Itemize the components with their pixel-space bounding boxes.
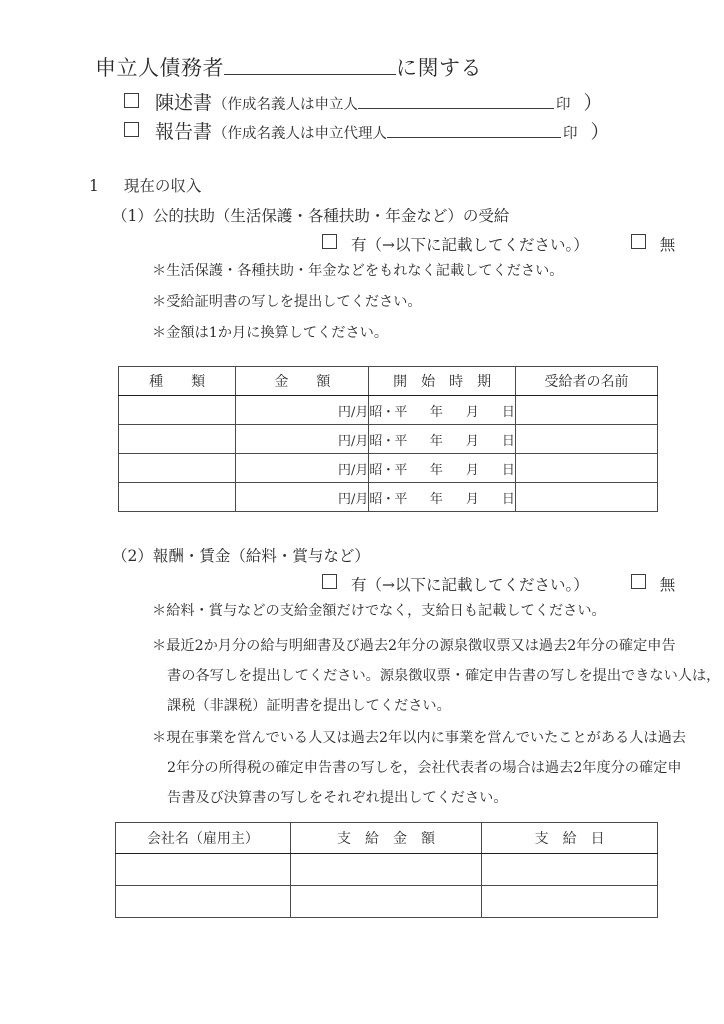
doc-type-label-statement: 陳述書 xyxy=(155,92,213,114)
cell-type[interactable] xyxy=(119,454,236,483)
day-unit: 日 xyxy=(501,404,515,420)
cell-amount[interactable] xyxy=(236,454,369,483)
amount-unit: 円/月 xyxy=(338,433,369,449)
month-unit: 月 xyxy=(465,404,479,420)
note-3-line-3: 告書及び決算書の写しをそれぞれ提出してください。 xyxy=(167,790,508,806)
subsection-2-note-1: ＊給料・賞与などの支給金額だけでなく，支給日も記載してください。 xyxy=(152,603,606,619)
column-header-amount: 金 額 xyxy=(274,374,331,390)
public-assistance-table xyxy=(118,366,658,512)
salary-table-body xyxy=(116,854,658,918)
document-title-prefix: 申立人債務者 xyxy=(95,56,224,80)
cell-start-date[interactable] xyxy=(369,425,516,454)
cell-payment-amount[interactable] xyxy=(290,886,482,918)
subsection-2-label: （2）報酬・賃金（給料・賞与など） xyxy=(112,547,370,565)
seal-mark-statement: 印 xyxy=(556,97,571,113)
subsection-2-note-3 xyxy=(152,723,686,813)
table-row xyxy=(119,396,658,425)
year-unit: 年 xyxy=(429,462,443,478)
cell-company-name[interactable] xyxy=(116,854,291,886)
cell-start-date[interactable] xyxy=(369,454,516,483)
subsection-1-note-3: ＊金額は1か月に換算してください。 xyxy=(152,325,389,341)
label-wages-yes: 有（→以下に記載してください。） xyxy=(351,576,589,594)
checkbox-report[interactable] xyxy=(124,122,139,137)
subsection-1-yesno[interactable] xyxy=(322,233,675,255)
table-row xyxy=(119,483,658,512)
label-wages-no: 無 xyxy=(659,576,676,594)
statement-signer-blank[interactable] xyxy=(358,94,554,110)
era-label: 昭・平 xyxy=(369,433,407,449)
subsection-1-note-2: ＊受給証明書の写しを提出してください。 xyxy=(152,294,422,310)
year-unit: 年 xyxy=(429,404,443,420)
cell-recipient-name[interactable] xyxy=(515,425,657,454)
cell-payment-date[interactable] xyxy=(482,886,658,918)
cell-company-name[interactable] xyxy=(116,886,291,918)
statement-signer-note: 作成名義人は申立人 xyxy=(227,97,359,113)
section-1-number: 1 xyxy=(89,177,99,195)
table-header-row xyxy=(116,823,658,854)
amount-unit: 円/月 xyxy=(338,491,369,507)
checkbox-statement[interactable] xyxy=(124,93,139,108)
section-1-heading xyxy=(89,174,201,196)
report-signer-group xyxy=(213,122,578,143)
checkbox-wages-no[interactable] xyxy=(631,574,646,589)
day-unit: 日 xyxy=(501,433,515,449)
document-title xyxy=(95,52,482,82)
statement-signer-group xyxy=(213,93,571,114)
column-header-recipient: 受給者の名前 xyxy=(544,374,629,390)
checkbox-public-assistance-no[interactable] xyxy=(631,234,646,249)
paren-close-statement: ） xyxy=(583,92,603,114)
cell-type[interactable] xyxy=(119,425,236,454)
table-row xyxy=(119,425,658,454)
section-1-title: 現在の収入 xyxy=(123,177,202,195)
subsection-2-yesno[interactable] xyxy=(322,573,675,595)
subsection-1-note-1: ＊生活保護・各種扶助・年金などをもれなく記載してください。 xyxy=(152,263,564,279)
checkbox-wages-yes[interactable] xyxy=(322,574,337,589)
month-unit: 月 xyxy=(465,433,479,449)
cell-recipient-name[interactable] xyxy=(515,483,657,512)
year-unit: 年 xyxy=(429,491,443,507)
doc-type-option-statement[interactable] xyxy=(124,88,603,115)
paren-open-report: （ xyxy=(213,126,228,142)
cell-recipient-name[interactable] xyxy=(515,454,657,483)
era-label: 昭・平 xyxy=(369,491,407,507)
document-title-suffix: に関する xyxy=(396,56,482,80)
cell-recipient-name[interactable] xyxy=(515,396,657,425)
cell-amount[interactable] xyxy=(236,425,369,454)
cell-type[interactable] xyxy=(119,396,236,425)
table-header-row xyxy=(119,367,658,396)
public-assistance-table-body xyxy=(119,396,658,512)
cell-payment-amount[interactable] xyxy=(290,854,482,886)
era-label: 昭・平 xyxy=(369,404,407,420)
cell-amount[interactable] xyxy=(236,483,369,512)
label-public-assistance-yes: 有（→以下に記載してください。） xyxy=(351,236,589,254)
table-row xyxy=(116,886,658,918)
report-signer-blank[interactable] xyxy=(387,123,561,139)
day-unit: 日 xyxy=(501,462,515,478)
month-unit: 月 xyxy=(465,462,479,478)
note-2-line-3: 課税（非課税）証明書を提出してください。 xyxy=(167,698,451,714)
column-header-payment-date: 支 給 日 xyxy=(534,831,605,847)
subsection-2-note-2 xyxy=(152,631,720,721)
note-2-line-2: 書の各写しを提出してください。源泉徴収票・確定申告書の写しを提出できない人は， xyxy=(167,668,721,684)
salary-table xyxy=(115,822,658,918)
amount-unit: 円/月 xyxy=(338,404,369,420)
table-row xyxy=(119,454,658,483)
paren-close-report: ） xyxy=(590,121,610,143)
paren-open-statement: （ xyxy=(213,97,228,113)
note-3-line-1: ＊現在事業を営んでいる人又は過去2年以内に事業を営んでいたことがある人は過去 xyxy=(152,730,686,746)
note-2-line-1: ＊最近2か月分の給与明細書及び過去2年分の源泉徴収票又は過去2年分の確定申告 xyxy=(152,638,676,654)
column-header-company: 会社名（雇用主） xyxy=(146,831,259,847)
seal-mark-report: 印 xyxy=(563,126,578,142)
day-unit: 日 xyxy=(501,491,515,507)
column-header-type: 種 類 xyxy=(149,374,213,390)
label-public-assistance-no: 無 xyxy=(659,236,676,254)
doc-type-option-report[interactable] xyxy=(124,117,610,144)
report-signer-note: 作成名義人は申立代理人 xyxy=(227,126,388,142)
year-unit: 年 xyxy=(429,433,443,449)
doc-type-label-report: 報告書 xyxy=(155,121,213,143)
column-header-start-date: 開 始 時 期 xyxy=(393,374,492,390)
subsection-1-label: （1）公的扶助（生活保護・各種扶助・年金など）の受給 xyxy=(112,207,510,225)
cell-payment-date[interactable] xyxy=(482,854,658,886)
cell-start-date[interactable] xyxy=(369,396,516,425)
checkbox-public-assistance-yes[interactable] xyxy=(322,234,337,249)
cell-type[interactable] xyxy=(119,483,236,512)
cell-amount[interactable] xyxy=(236,396,369,425)
amount-unit: 円/月 xyxy=(338,462,369,478)
era-label: 昭・平 xyxy=(369,462,407,478)
column-header-payment-amount: 支 給 金 額 xyxy=(337,831,435,847)
month-unit: 月 xyxy=(465,491,479,507)
table-row xyxy=(116,854,658,886)
cell-start-date[interactable] xyxy=(369,483,516,512)
debtor-name-blank[interactable] xyxy=(224,53,396,75)
note-3-line-2: 2年分の所得税の確定申告書の写しを，会社代表者の場合は過去2年度分の確定申 xyxy=(167,760,682,776)
